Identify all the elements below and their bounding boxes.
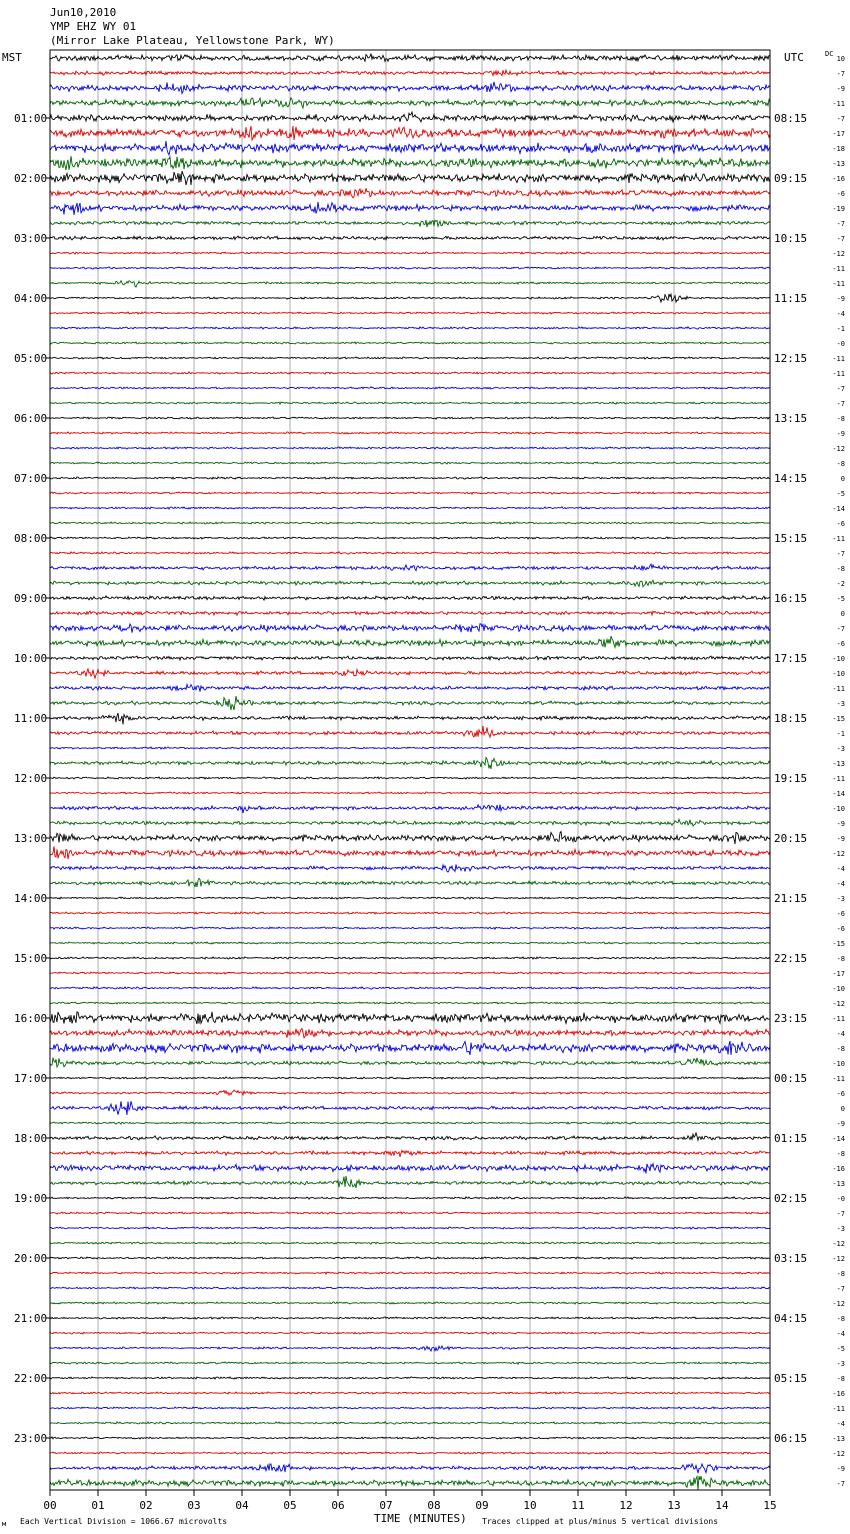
- seismic-trace: [50, 417, 770, 419]
- seismic-trace: [50, 82, 770, 94]
- seismic-trace: [50, 171, 770, 185]
- dc-offset-label: -7: [836, 400, 845, 408]
- seismic-trace: [50, 1029, 770, 1038]
- dc-offset-label: -6: [836, 1090, 845, 1098]
- dc-offset-label: -9: [836, 295, 845, 303]
- utc-hour-label: 13:15: [774, 412, 808, 425]
- mst-hour-label: 04:00: [14, 292, 48, 305]
- x-tick-label: 08: [427, 1499, 441, 1512]
- x-tick-labels: [43, 1490, 776, 1512]
- seismic-trace: [50, 188, 770, 198]
- dc-offset-label: -16: [832, 1390, 845, 1398]
- mst-hour-label: 08:00: [14, 532, 48, 545]
- seismic-trace: [50, 656, 770, 660]
- seismic-trace: [50, 462, 770, 464]
- seismic-trace: [50, 1272, 770, 1274]
- x-tick-label: 07: [379, 1499, 393, 1512]
- seismic-trace: [50, 927, 770, 929]
- seismic-trace: [50, 1332, 770, 1334]
- dc-offset-label: -12: [832, 1255, 845, 1263]
- seismic-trace: [50, 1041, 770, 1055]
- mst-hour-label: 18:00: [14, 1132, 48, 1145]
- x-tick-label: 09: [475, 1499, 489, 1512]
- chart-date: Jun10,2010: [50, 6, 117, 19]
- seismic-trace: [50, 878, 770, 887]
- seismic-trace: [50, 98, 770, 108]
- seismic-trace: [50, 1012, 770, 1024]
- dc-offset-label: -12: [832, 1300, 845, 1308]
- dc-offset-label: -15: [832, 940, 845, 948]
- mst-hour-label: 15:00: [14, 952, 48, 965]
- dc-offset-label: -8: [836, 460, 845, 468]
- dc-offset-label: -6: [836, 520, 845, 528]
- seismic-trace: [50, 897, 770, 899]
- dc-offset-label: -11: [832, 280, 845, 288]
- dc-offset-label: -10: [832, 985, 845, 993]
- seismic-trace: [50, 1242, 770, 1244]
- seismic-trace: [50, 432, 770, 434]
- utc-hour-label: 18:15: [774, 712, 808, 725]
- mst-hour-label: 23:00: [14, 1432, 48, 1445]
- dc-offset-label: -0: [836, 340, 845, 348]
- dc-offset-label: 0: [840, 475, 845, 483]
- dc-offset-label: -6: [836, 910, 845, 918]
- dc-offset-label: -5: [836, 1345, 845, 1353]
- seismic-trace: [50, 957, 770, 959]
- seismic-trace: [50, 1176, 770, 1188]
- mst-hour-label: 17:00: [14, 1072, 48, 1085]
- seismic-trace: [50, 580, 770, 586]
- seismic-trace: [50, 156, 770, 170]
- utc-hour-label: 11:15: [774, 292, 808, 305]
- corner-mark: м: [2, 1520, 7, 1528]
- utc-hour-label: 04:15: [774, 1312, 808, 1325]
- minute-grid: [98, 50, 722, 1490]
- mst-hour-label: 22:00: [14, 1372, 48, 1385]
- seismic-trace: [50, 70, 770, 76]
- seismic-trace: [50, 1422, 770, 1424]
- dc-offset-label: -13: [832, 160, 845, 168]
- mst-hour-label: 12:00: [14, 772, 48, 785]
- seismic-trace: [50, 832, 770, 845]
- dc-offset-label: -18: [832, 145, 845, 153]
- seismic-trace: [50, 1464, 770, 1473]
- dc-offset-label: -16: [832, 175, 845, 183]
- seismic-trace: [50, 1476, 770, 1490]
- chart-station: YMP EHZ WY 01: [50, 20, 137, 33]
- dc-offset-label: -11: [832, 1075, 845, 1083]
- seismic-trace: [50, 236, 770, 240]
- seismic-trace: [50, 987, 770, 989]
- mst-hour-label: 11:00: [14, 712, 48, 725]
- mst-hour-label: 20:00: [14, 1252, 48, 1265]
- utc-hour-label: 23:15: [774, 1012, 808, 1025]
- dc-offset-label: -7: [836, 115, 845, 123]
- dc-offset-label: -7: [836, 70, 845, 78]
- dc-offset-label: -11: [832, 100, 845, 108]
- seismic-trace: [50, 1212, 770, 1214]
- x-tick-label: 03: [187, 1499, 201, 1512]
- dc-offset-label: -11: [832, 1015, 845, 1023]
- dc-offset-label: -9: [836, 1120, 845, 1128]
- seismic-trace: [50, 1407, 770, 1409]
- seismic-trace: [50, 1362, 770, 1364]
- dc-offset-label: -8: [836, 1315, 845, 1323]
- dc-offset-label: -3: [836, 1225, 845, 1233]
- dc-offset-label: -4: [836, 880, 845, 888]
- x-tick-label: 04: [235, 1499, 249, 1512]
- seismic-trace: [50, 1437, 770, 1439]
- seismic-trace: [50, 1077, 770, 1079]
- seismic-trace: [50, 726, 770, 737]
- x-tick-label: 10: [523, 1499, 537, 1512]
- utc-hour-label: 00:15: [774, 1072, 808, 1085]
- seismic-trace: [50, 54, 770, 62]
- x-tick-label: 12: [619, 1499, 633, 1512]
- utc-hour-label: 01:15: [774, 1132, 808, 1145]
- dc-offset-label: -14: [832, 1135, 845, 1143]
- x-tick-label: 11: [571, 1499, 585, 1512]
- dc-offset-label: -2: [836, 580, 845, 588]
- dc-offset-label: -19: [832, 205, 845, 213]
- seismic-trace: [50, 1164, 770, 1174]
- dc-offset-label: -4: [836, 1330, 845, 1338]
- dc-offset-label: -3: [836, 700, 845, 708]
- x-tick-label: 05: [283, 1499, 297, 1512]
- dc-offset-label: -11: [832, 355, 845, 363]
- chart-location: (Mirror Lake Plateau, Yellowstone Park, WY): [50, 34, 335, 47]
- dc-offset-label: -17: [832, 970, 845, 978]
- mst-hour-labels: [14, 112, 50, 1445]
- dc-offset-label: -13: [832, 1435, 845, 1443]
- scale-note: Each Vertical Division = 1066.67 microvolts: [20, 1517, 228, 1526]
- seismic-trace: [50, 492, 770, 494]
- utc-hour-label: 15:15: [774, 532, 808, 545]
- seismic-trace: [50, 1058, 770, 1067]
- seismic-trace: [50, 1227, 770, 1229]
- dc-offset-label: -7: [836, 220, 845, 228]
- seismic-trace: [50, 126, 770, 140]
- utc-hour-label: 10:15: [774, 232, 808, 245]
- mst-hour-label: 02:00: [14, 172, 48, 185]
- dc-offset-label: -1: [836, 730, 845, 738]
- seismic-trace: [50, 141, 770, 155]
- seismic-trace: [50, 537, 770, 539]
- seismic-trace: [50, 112, 770, 122]
- mst-hour-label: 16:00: [14, 1012, 48, 1025]
- dc-offset-label: 0: [840, 1105, 845, 1113]
- x-tick-label: 06: [331, 1499, 345, 1512]
- seismic-trace: [50, 312, 770, 314]
- utc-hour-label: 14:15: [774, 472, 808, 485]
- dc-offset-label: -12: [832, 445, 845, 453]
- dc-offset-label: -7: [836, 1285, 845, 1293]
- x-axis-title: TIME (MINUTES): [374, 1512, 467, 1525]
- x-tick-label: 02: [139, 1499, 153, 1512]
- dc-offset-label: -17: [832, 130, 845, 138]
- dc-offset-label: -11: [832, 370, 845, 378]
- x-tick-label: 00: [43, 1499, 57, 1512]
- utc-hour-label: 16:15: [774, 592, 808, 605]
- seismic-trace: [50, 611, 770, 615]
- dc-offset-label: -7: [836, 1210, 845, 1218]
- dc-offset-label: -15: [832, 715, 845, 723]
- dc-offset-label: -7: [836, 385, 845, 393]
- seismic-trace: [50, 1317, 770, 1319]
- seismic-trace: [50, 819, 770, 826]
- dc-offset-label: -9: [836, 1465, 845, 1473]
- seismic-trace: [50, 372, 770, 374]
- utc-hour-label: 12:15: [774, 352, 808, 365]
- utc-hour-label: 19:15: [774, 772, 808, 785]
- dc-offset-label: -12: [832, 1240, 845, 1248]
- dc-offset-label: -8: [836, 1375, 845, 1383]
- dc-offset-label: -8: [836, 955, 845, 963]
- seismic-trace: [50, 624, 770, 633]
- dc-offset-label: -9: [836, 85, 845, 93]
- dc-offset-label: -8: [836, 1150, 845, 1158]
- seismic-trace: [50, 747, 770, 749]
- seismic-trace: [50, 1452, 770, 1454]
- utc-hour-label: 21:15: [774, 892, 808, 905]
- dc-offset-label: -5: [836, 595, 845, 603]
- seismic-trace: [50, 972, 770, 974]
- seismic-trace: [50, 758, 770, 770]
- dc-offset-label: -7: [836, 1480, 845, 1488]
- seismic-trace: [50, 387, 770, 389]
- dc-offset-label: -11: [832, 535, 845, 543]
- x-tick-label: 13: [667, 1499, 681, 1512]
- seismic-trace: [50, 402, 770, 404]
- dc-offset-label: -5: [836, 490, 845, 498]
- dc-offset-label: -4: [836, 1420, 845, 1428]
- utc-hour-label: 03:15: [774, 1252, 808, 1265]
- seismic-trace: [50, 1090, 770, 1095]
- dc-offset-label: -13: [832, 1180, 845, 1188]
- dc-offset-label: -8: [836, 565, 845, 573]
- seismic-trace: [50, 685, 770, 692]
- seismic-trace: [50, 1133, 770, 1140]
- seismic-trace: [50, 564, 770, 570]
- clip-note: Traces clipped at plus/minus 5 vertical divisions: [482, 1517, 719, 1526]
- seismic-trace: [50, 942, 770, 944]
- dc-offset-label: -12: [832, 850, 845, 858]
- seismic-trace: [50, 1101, 770, 1115]
- dc-offset-label: -14: [832, 505, 845, 513]
- seismic-trace: [50, 777, 770, 779]
- mst-hour-label: 01:00: [14, 112, 48, 125]
- seismic-trace: [50, 522, 770, 524]
- dc-offset-label: -3: [836, 895, 845, 903]
- seismic-trace: [50, 912, 770, 914]
- dc-offset-label: 0: [840, 610, 845, 618]
- utc-hour-label: 22:15: [774, 952, 808, 965]
- seismic-trace: [50, 865, 770, 873]
- dc-offset-label: -0: [836, 1195, 845, 1203]
- seismic-trace: [50, 552, 770, 554]
- seismic-trace: [50, 477, 770, 479]
- mst-hour-label: 14:00: [14, 892, 48, 905]
- x-tick-label: 14: [715, 1499, 729, 1512]
- seismic-trace: [50, 1122, 770, 1124]
- seismic-trace: [50, 357, 770, 359]
- seismic-trace: [50, 1302, 770, 1304]
- seismic-trace: [50, 252, 770, 254]
- dc-offset-label: -11: [832, 685, 845, 693]
- dc-offset-label: -4: [836, 1030, 845, 1038]
- dc-offset-label: -8: [836, 415, 845, 423]
- utc-hour-labels: [774, 112, 807, 1445]
- seismic-trace: [50, 327, 770, 329]
- seismic-trace: [50, 447, 770, 449]
- mst-hour-label: 09:00: [14, 592, 48, 605]
- dc-offset-label: -7: [836, 625, 845, 633]
- dc-offset-label: -3: [836, 1360, 845, 1368]
- seismic-trace: [50, 507, 770, 509]
- utc-hour-label: 09:15: [774, 172, 808, 185]
- seismic-trace: [50, 342, 770, 344]
- utc-hour-label: 08:15: [774, 112, 808, 125]
- dc-offset-label: -7: [836, 235, 845, 243]
- seismic-trace: [50, 294, 770, 302]
- utc-hour-label: 17:15: [774, 652, 808, 665]
- mst-hour-label: 06:00: [14, 412, 48, 425]
- right-timezone-label: UTC: [784, 51, 804, 64]
- x-tick-label: 15: [763, 1499, 777, 1512]
- dc-offset-label: -7: [836, 550, 845, 558]
- seismic-trace: [50, 267, 770, 269]
- dc-offset-label: -9: [836, 820, 845, 828]
- dc-offset-label: -13: [832, 760, 845, 768]
- mst-hour-label: 21:00: [14, 1312, 48, 1325]
- dc-offset-label: -10: [832, 655, 845, 663]
- seismic-trace: [50, 220, 770, 227]
- dc-offset-label: -4: [836, 865, 845, 873]
- seismic-trace: [50, 1392, 770, 1394]
- mst-hour-label: 19:00: [14, 1192, 48, 1205]
- dc-offset-label: -9: [836, 430, 845, 438]
- dc-offset-label: -10: [832, 670, 845, 678]
- dc-offset-label: 10: [836, 55, 845, 63]
- dc-offset-label: -14: [832, 790, 845, 798]
- seismic-trace: [50, 713, 770, 724]
- seismic-trace: [50, 1150, 770, 1157]
- utc-hour-label: 05:15: [774, 1372, 808, 1385]
- dc-offset-label: -9: [836, 835, 845, 843]
- seismic-trace: [50, 1287, 770, 1289]
- seismic-trace: [50, 281, 770, 287]
- dc-offset-label: -11: [832, 775, 845, 783]
- dc-offset-label: -6: [836, 925, 845, 933]
- dc-offset-label: -6: [836, 190, 845, 198]
- seismic-trace: [50, 846, 770, 859]
- dc-offset-label: -1: [836, 325, 845, 333]
- mst-hour-label: 05:00: [14, 352, 48, 365]
- seismic-trace: [50, 669, 770, 678]
- dc-offset-label: -10: [832, 1060, 845, 1068]
- dc-offset-label: -11: [832, 1405, 845, 1413]
- seismic-trace: [50, 1346, 770, 1351]
- utc-hour-label: 02:15: [774, 1192, 808, 1205]
- dc-offset-label: -4: [836, 310, 845, 318]
- seismic-trace: [50, 1377, 770, 1379]
- seismic-trace: [50, 596, 770, 600]
- dc-label: DC: [825, 50, 834, 58]
- dc-offset-label: -3: [836, 745, 845, 753]
- left-timezone-label: MST: [2, 51, 22, 64]
- mst-hour-label: 07:00: [14, 472, 48, 485]
- utc-hour-label: 20:15: [774, 832, 808, 845]
- mst-hour-label: 13:00: [14, 832, 48, 845]
- seismic-trace: [50, 792, 770, 794]
- dc-offset-labels: [832, 55, 845, 1488]
- dc-offset-label: -6: [836, 640, 845, 648]
- dc-offset-label: -12: [832, 1000, 845, 1008]
- seismic-trace: [50, 636, 770, 647]
- seismic-trace: [50, 202, 770, 215]
- dc-offset-label: -11: [832, 265, 845, 273]
- seismic-trace: [50, 1197, 770, 1199]
- x-tick-label: 01: [91, 1499, 105, 1512]
- mst-hour-label: 03:00: [14, 232, 48, 245]
- dc-offset-label: -8: [836, 1270, 845, 1278]
- dc-offset-label: -16: [832, 1165, 845, 1173]
- utc-hour-label: 06:15: [774, 1432, 808, 1445]
- seismic-trace: [50, 1257, 770, 1259]
- seismic-trace: [50, 696, 770, 710]
- dc-offset-label: -12: [832, 250, 845, 258]
- dc-offset-label: -10: [832, 805, 845, 813]
- seismic-traces: [50, 54, 770, 1491]
- mst-hour-label: 10:00: [14, 652, 48, 665]
- dc-offset-label: -12: [832, 1450, 845, 1458]
- seismic-trace: [50, 805, 770, 813]
- seismic-trace: [50, 1002, 770, 1004]
- dc-offset-label: -8: [836, 1045, 845, 1053]
